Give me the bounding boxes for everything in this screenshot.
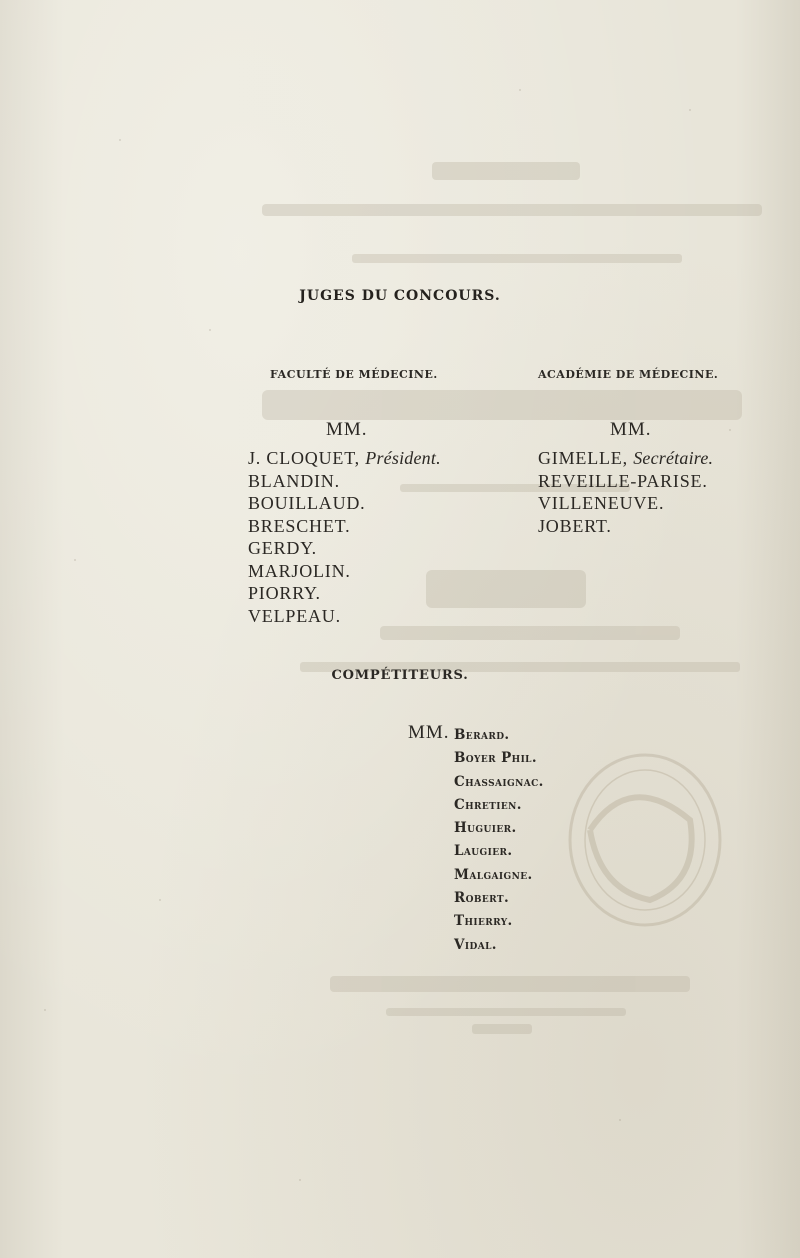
judge-entry bbox=[248, 447, 488, 470]
judge-entry bbox=[248, 605, 488, 628]
judge-entry bbox=[248, 515, 488, 538]
judge-entry bbox=[538, 447, 768, 470]
faculty-judges-column bbox=[248, 368, 488, 627]
faculty-mm-label: MM. bbox=[326, 419, 368, 440]
judge-entry bbox=[538, 515, 768, 538]
competitor-name: Vidal. bbox=[454, 936, 497, 953]
judge-name: GIMELLE, bbox=[538, 448, 628, 468]
judge-name: BOUILLAUD. bbox=[248, 493, 366, 513]
judge-name: BRESCHET. bbox=[248, 515, 351, 536]
judge-entry bbox=[538, 470, 768, 493]
competitor-name: Boyer Phil. bbox=[454, 750, 538, 767]
competitor-name: Thierry. bbox=[454, 913, 513, 930]
judge-entry bbox=[248, 582, 488, 605]
competitor-name: Chretien. bbox=[454, 796, 522, 813]
judge-entry bbox=[248, 560, 488, 583]
judge-name: GERDY. bbox=[248, 538, 317, 558]
judge-name: BLANDIN. bbox=[248, 470, 340, 491]
judge-entry bbox=[248, 492, 488, 515]
competitor-name: Robert. bbox=[454, 890, 510, 907]
judge-name: MARJOLIN. bbox=[248, 560, 351, 581]
page-title: JUGES DU CONCOURS. bbox=[299, 288, 501, 304]
judge-name: REVEILLE-PARISE. bbox=[538, 470, 708, 491]
judge-name: VELPEAU. bbox=[248, 605, 341, 626]
judge-role: Président. bbox=[365, 448, 441, 468]
faculty-heading: FACULTÉ DE MÉDECINE. bbox=[270, 368, 438, 381]
academy-judges-column bbox=[538, 368, 768, 537]
academy-mm-label: MM. bbox=[610, 419, 652, 440]
competitor-name: Malgaigne. bbox=[454, 866, 533, 883]
judge-name: J. CLOQUET, bbox=[248, 448, 360, 468]
academy-heading: ACADÉMIE DE MÉDECINE. bbox=[538, 368, 719, 381]
competitors-mm-label: MM. bbox=[408, 722, 450, 743]
competitors-title: COMPÉTITEURS. bbox=[331, 668, 469, 683]
judge-role: Secrétaire. bbox=[633, 448, 714, 468]
judge-entry bbox=[248, 537, 488, 560]
judge-name: PIORRY. bbox=[248, 583, 321, 603]
judge-entry bbox=[248, 470, 488, 493]
competitor-name: Laugier. bbox=[454, 843, 513, 860]
judge-name: VILLENEUVE. bbox=[538, 493, 665, 513]
judge-name: JOBERT. bbox=[538, 515, 612, 536]
competitor-name: Huguier. bbox=[454, 820, 517, 837]
competitors-list bbox=[454, 724, 654, 957]
judge-entry bbox=[538, 492, 768, 515]
competitor-name: Berard. bbox=[454, 727, 510, 743]
competitor-name: Chassaignac. bbox=[454, 773, 544, 790]
